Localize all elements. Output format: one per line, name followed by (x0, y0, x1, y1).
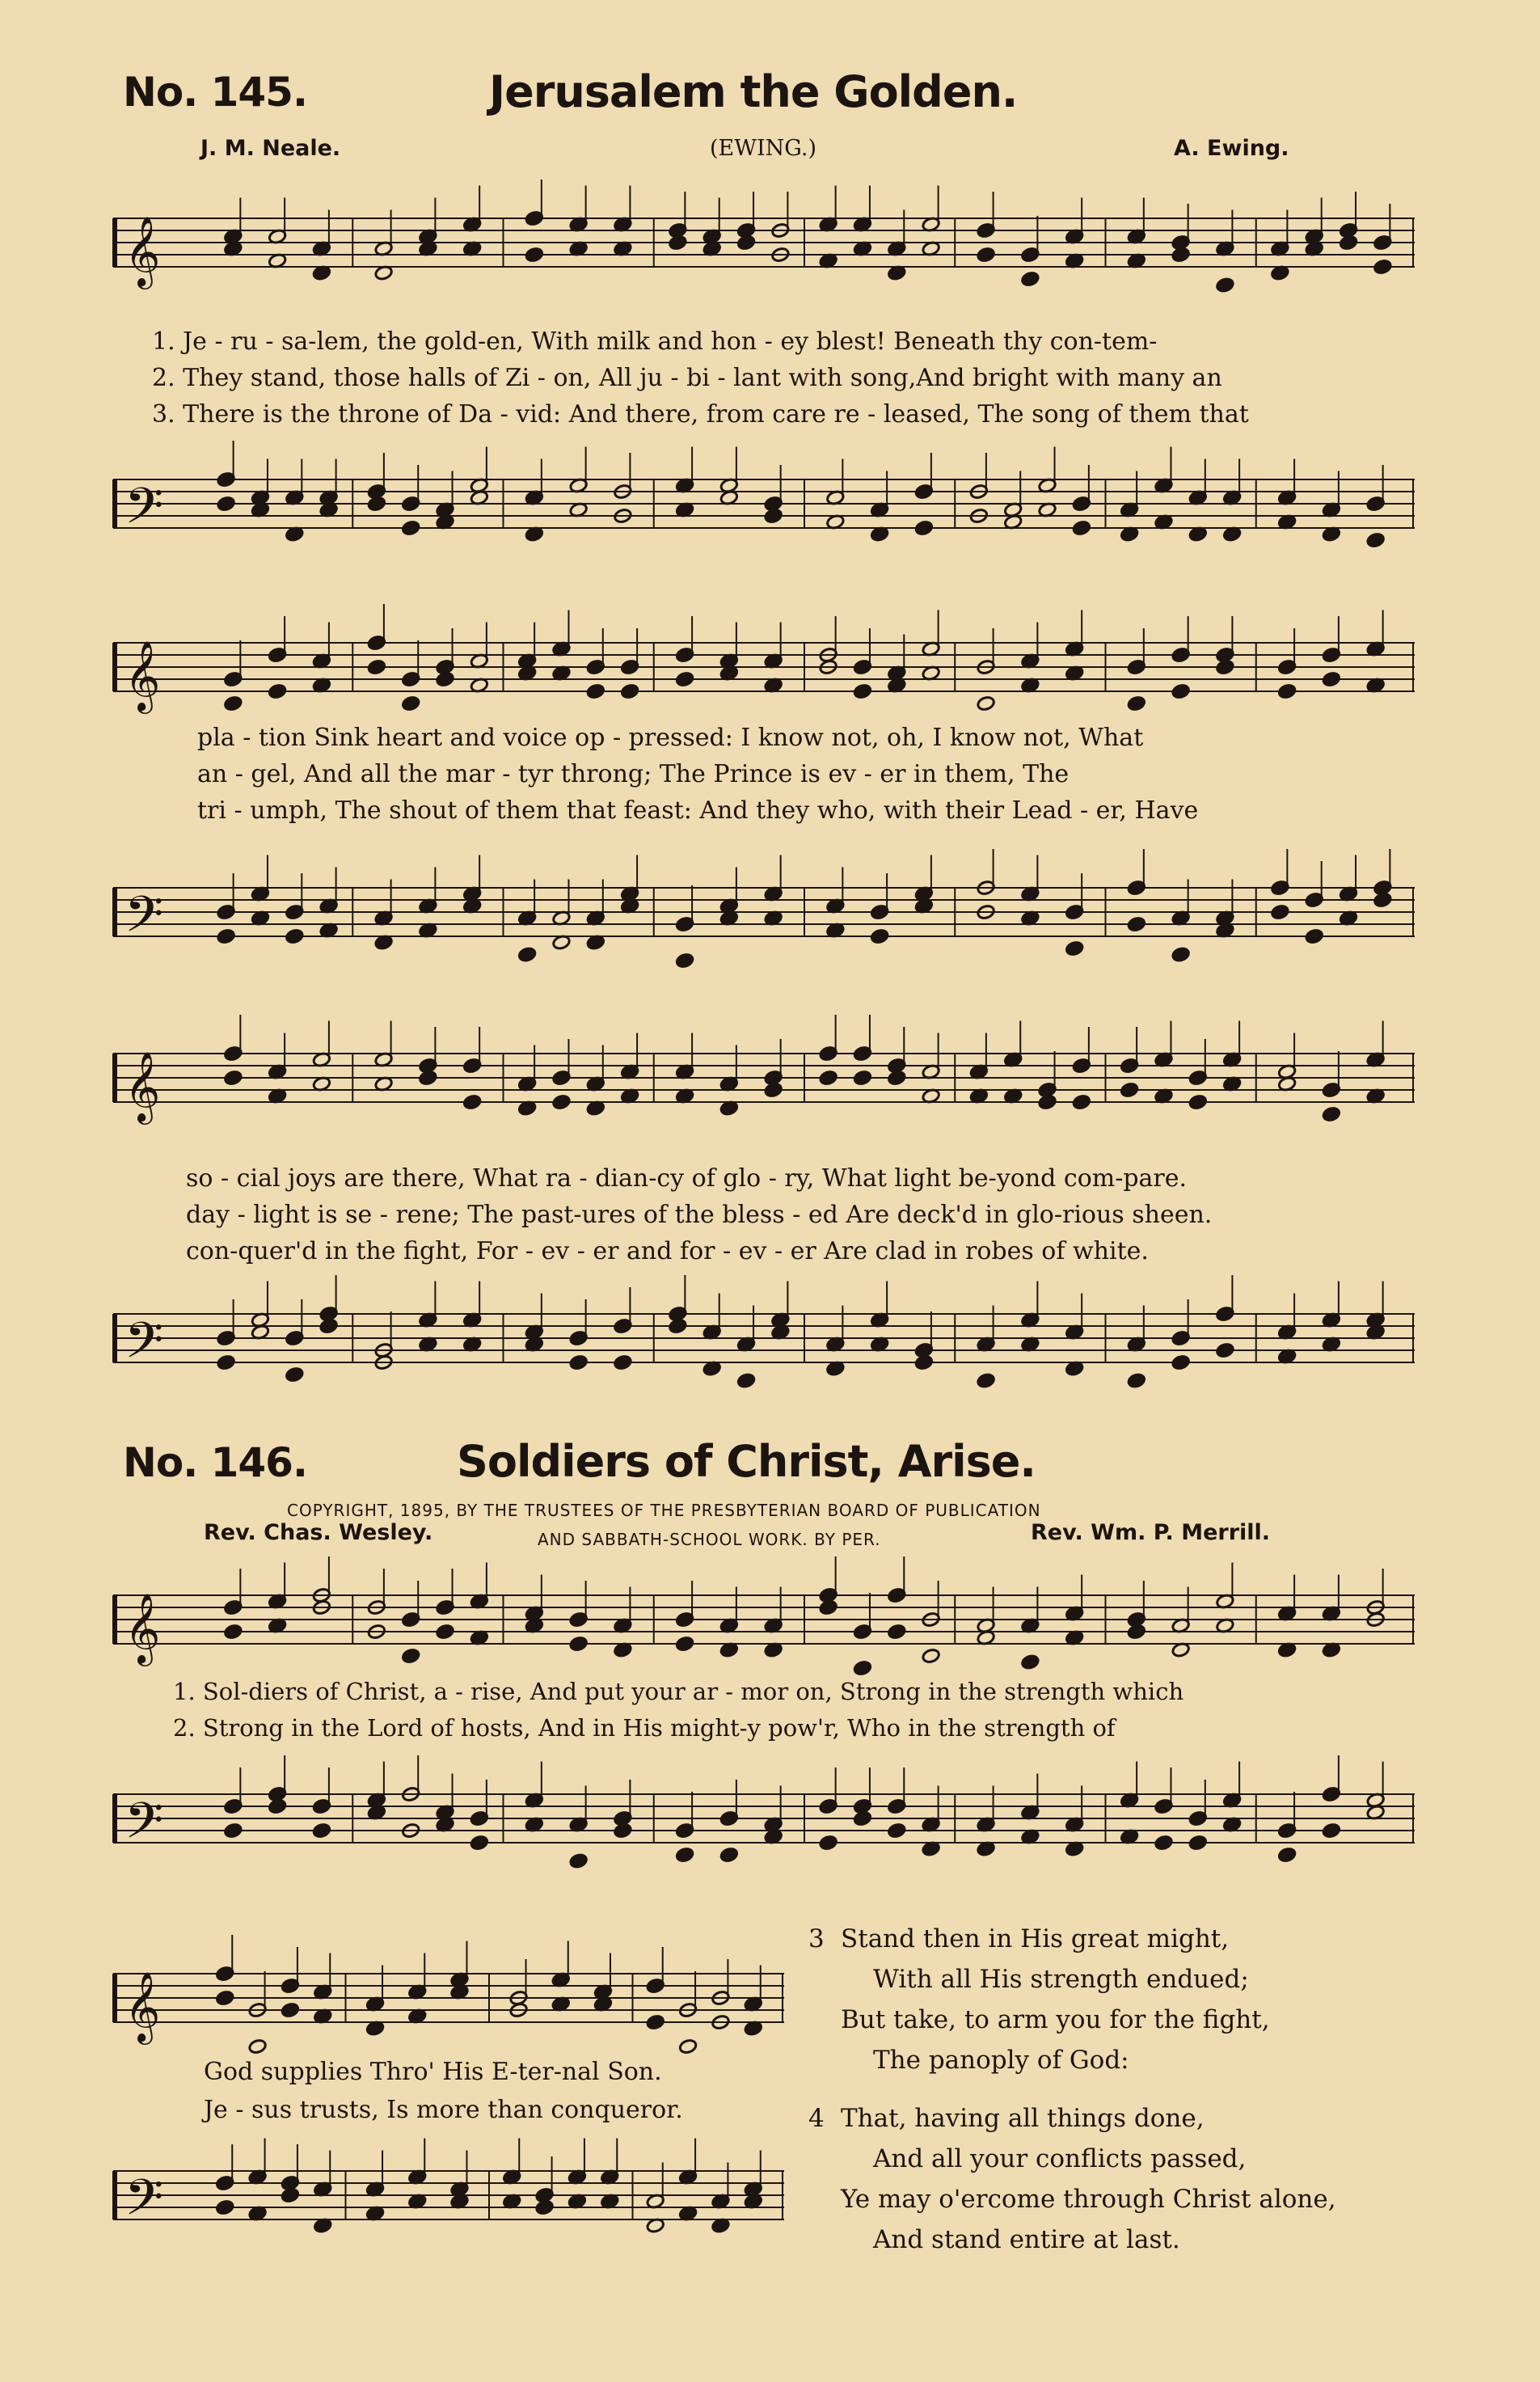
verse-line: Stand then in His great might, (841, 1924, 1230, 1953)
svg-text:𝄢: 𝄢 (124, 2168, 164, 2239)
verse-number: 3 (808, 1924, 825, 1953)
music-staff (113, 1945, 784, 2062)
hymn-145-title: Jerusalem the Golden. (489, 66, 1018, 117)
hymn-146-author: Rev. Chas. Wesley. (204, 1520, 433, 1545)
lyric-line: 1. Je - ru - sa-lem, the gold-en, With milk and hon - ey blest! Beneath thy con-tem- (152, 327, 1158, 356)
music-staff (113, 610, 1415, 740)
lyric-line: tri - umph, The shout of them that feast: And they who, with their Lead - er, Have (197, 796, 1199, 825)
lyric-line: con-quer'd in the fight, For - ev - er and for - ev - er Are clad in robes of white. (186, 1237, 1149, 1265)
lyric-line: God supplies Thro' His E-ter-nal Son. (204, 2058, 662, 2086)
hymn-145-number: No. 145. (123, 69, 307, 116)
lyric-line: an - gel, And all the mar - tyr throng; The Prince is ev - er in them, The (197, 760, 1070, 788)
music-staff (113, 1759, 1415, 1900)
hymn-146-copyright: COPYRIGHT, 1895, BY THE TRUSTEES OF THE PRESBYTERIAN BOARD OF PUBLICATION (287, 1501, 1041, 1520)
verse-line: And all your conflicts passed, (873, 2144, 1247, 2173)
hymn-145-author: J. M. Neale. (200, 136, 341, 161)
hymn-146-permission: AND SABBATH-SCHOOL WORK. BY PER. (538, 1530, 881, 1549)
svg-text:𝄞: 𝄞 (124, 1970, 161, 2042)
hymn-146-number: No. 146. (123, 1439, 307, 1486)
svg-text:𝄞: 𝄞 (124, 1050, 161, 1121)
lyric-line: pla - tion Sink heart and voice op - pressed: I know not, oh, I know not, What (197, 724, 1144, 752)
lyric-line: 2. Strong in the Lord of hosts, And in His might-y pow'r, Who in the strength of (173, 1714, 1116, 1742)
lyric-line: day - light is se - rene; The past-ures of the bless - ed Are deck'd in glo-rious sheen. (186, 1201, 1213, 1229)
svg-text:𝄢: 𝄢 (124, 1311, 164, 1382)
music-staff (113, 853, 1415, 990)
music-staff (113, 1019, 1415, 1156)
svg-text:𝄞: 𝄞 (124, 1592, 161, 1663)
lyric-line: Je - sus trusts, Is more than conqueror. (204, 2096, 683, 2124)
lyric-line: 2. They stand, those halls of Zi - on, All ju - bi - lant with song,And bright with many an (152, 364, 1222, 392)
verse-line: And stand entire at last. (873, 2225, 1180, 2254)
verse-line: That, having all things done, (841, 2104, 1205, 2133)
lyric-line: so - cial joys are there, What ra - dian-cy of glo - ry, What light be-yond com-pare. (186, 1164, 1188, 1193)
svg-text:𝄞: 𝄞 (124, 640, 161, 711)
hymn-145-tune: (EWING.) (710, 136, 817, 161)
hymn-146-title: Soldiers of Christ, Arise. (457, 1436, 1036, 1487)
hymn-145-composer: A. Ewing. (1174, 136, 1289, 161)
verse-line: Ye may o'ercome through Christ alone, (841, 2185, 1336, 2214)
verse-number: 4 (808, 2104, 825, 2133)
hymn-146-composer: Rev. Wm. P. Merrill. (1031, 1520, 1271, 1545)
verse-line: The panoply of God: (873, 2046, 1129, 2075)
svg-text:𝄞: 𝄞 (124, 215, 161, 286)
svg-text:𝄢: 𝄢 (124, 1791, 164, 1862)
svg-text:𝄢: 𝄢 (124, 476, 164, 547)
lyric-line: 3. There is the throne of Da - vid: And there, from care re - leased, The song of them that (152, 400, 1249, 429)
music-staff (113, 2135, 784, 2280)
music-staff (113, 1565, 1415, 1686)
verse-line: But take, to arm you for the fight, (841, 2005, 1270, 2034)
music-staff (113, 447, 1415, 576)
lyric-line: 1. Sol-diers of Christ, a - rise, And put your ar - mor on, Strong in the strength which (173, 1678, 1184, 1705)
svg-text:𝄢: 𝄢 (124, 885, 164, 956)
music-staff (113, 184, 1415, 320)
music-staff (113, 1278, 1415, 1423)
verse-line: With all His strength endued; (873, 1965, 1249, 1994)
